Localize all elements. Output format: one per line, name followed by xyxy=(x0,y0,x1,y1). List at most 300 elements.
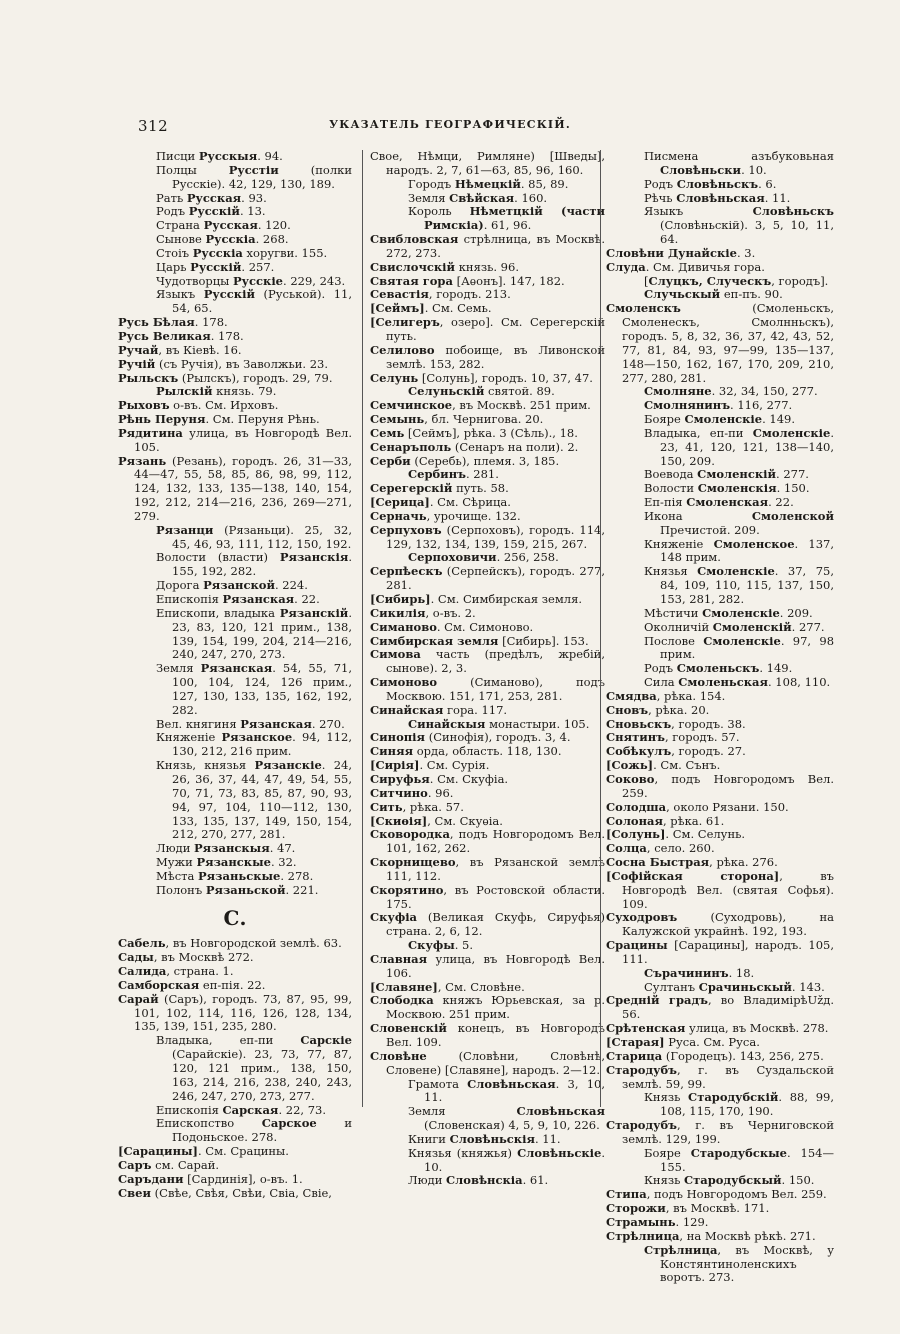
entry-references: о-въ. См. Ирховъ. xyxy=(169,398,279,413)
index-subentry xyxy=(156,247,352,261)
index-entry xyxy=(606,718,834,732)
index-subentry xyxy=(408,468,605,482)
index-subentry xyxy=(156,856,352,870)
index-entry xyxy=(370,994,605,1022)
index-subentry xyxy=(644,150,834,178)
entry-headword: Нѣмецкій xyxy=(454,176,521,191)
entry-references: , городъ. 38. xyxy=(671,716,746,731)
index-subentry xyxy=(408,178,605,192)
index-entry xyxy=(118,993,352,1035)
index-subentry xyxy=(156,1034,352,1103)
index-entry xyxy=(606,856,834,870)
index-entry xyxy=(370,399,605,413)
entry-headword: [Серица] xyxy=(370,495,430,510)
entry-references: [Сибирь]. 153. xyxy=(498,633,589,648)
entry-headword: Сикилія xyxy=(370,605,426,620)
entry-references: . 154—155. xyxy=(660,1145,835,1174)
entry-headword: Снятинъ xyxy=(606,730,665,745)
index-entry xyxy=(370,482,605,496)
index-entry xyxy=(118,330,352,344)
index-subentry xyxy=(644,385,834,399)
index-entry xyxy=(370,787,605,801)
entry-references: , о-въ. 2. xyxy=(425,605,476,620)
entry-prefix: Писци xyxy=(156,149,199,163)
index-subentry xyxy=(644,192,834,206)
entry-headword: Рѣнь Перуня xyxy=(118,412,206,427)
index-subentry xyxy=(156,551,352,579)
entry-headword: Серпѣескъ xyxy=(370,564,443,579)
index-entry xyxy=(370,233,605,261)
index-subentry xyxy=(644,427,834,469)
index-entry xyxy=(118,1173,352,1187)
entry-headword: Самборская xyxy=(118,977,200,992)
entry-headword: Словенскій xyxy=(370,1021,447,1036)
index-subentry xyxy=(156,579,352,593)
entry-references: (Смоленьскъ, Смоленескъ, Смолнньскъ), городъ. 5, 8, 32, 36, 37, 42, 43, 52, 77, 81, 84, 93, 97—99, 135—137, 148—150, 162, 167, 170, 209, 210, 277, 280, 281. xyxy=(622,301,834,385)
entry-references: . См. Срацины. xyxy=(197,1144,289,1159)
entry-headword: Русскіе xyxy=(233,273,284,288)
index-subentry xyxy=(644,538,834,566)
index-entry xyxy=(370,1050,605,1078)
entry-prefix: Чудотворцы xyxy=(156,273,233,288)
entry-headword: Смолнянинъ xyxy=(644,398,731,413)
entry-references: святой. 89. xyxy=(484,384,555,399)
entry-headword: Селилово xyxy=(370,342,435,357)
entry-references: (Свѣе, Свѣя, Свѣи, Свіа, Свіе, xyxy=(151,1185,332,1200)
index-entry xyxy=(370,801,605,815)
entry-references: . 108, 110. xyxy=(768,675,831,690)
entry-headword: Рязанское xyxy=(221,730,293,745)
entry-references: (Сарайскіе). 23, 73, 77, 87, 120, 121 прим., 138, 150, 163, 214, 216, 238, 240, 243, 246, 247, 270, 273, 277. xyxy=(172,1047,352,1103)
entry-headword: Срацины xyxy=(606,938,668,953)
entry-references: , городъ. 57. xyxy=(664,730,740,745)
entry-references: . 120. xyxy=(257,218,291,233)
entry-references: . 22. xyxy=(294,592,320,606)
index-subentry xyxy=(644,1091,834,1119)
entry-references: Свое, Нѣмци, Римляне) [Шведы], народъ. 2, 7, 61—63, 85, 96, 160. xyxy=(370,149,605,177)
entry-references: . 221. xyxy=(285,882,319,897)
entry-references: , г. въ Суздальской землѣ. 59, 99. xyxy=(622,1062,834,1091)
entry-headword: Сабель xyxy=(118,936,166,951)
index-entry xyxy=(606,1036,834,1050)
entry-prefix: Земля xyxy=(156,661,201,676)
entry-headword: Рылскій xyxy=(156,384,213,399)
index-subentry xyxy=(644,399,834,413)
entry-prefix: Полонъ xyxy=(156,882,206,897)
entry-prefix: Владыка, еп-пи xyxy=(644,425,753,440)
entry-headword: Саръдани xyxy=(118,1171,184,1186)
index-subentry xyxy=(156,1104,352,1118)
index-entry xyxy=(118,399,352,413)
index-entry xyxy=(606,1202,834,1216)
entry-headword: Словѣньская xyxy=(467,1076,556,1091)
entry-prefix: Земля xyxy=(408,190,450,205)
index-subentry xyxy=(156,662,352,717)
index-entry xyxy=(118,455,352,524)
index-subentry xyxy=(408,192,605,206)
index-subentry xyxy=(408,1105,605,1133)
entry-headword: Синайскыя xyxy=(408,716,486,731)
entry-headword: Сторожи xyxy=(606,1201,666,1216)
entry-references: . 54, 55, 71, 100, 104, 124, 126 прим., 127, 130, 133, 135, 162, 192, 282. xyxy=(172,661,352,717)
entry-headword: Рязанскіе xyxy=(254,758,322,773)
index-subentry xyxy=(156,870,352,884)
index-subentry xyxy=(408,1147,605,1175)
entry-references: [Сарацины], народъ. 105, 111. xyxy=(622,938,834,966)
index-subentry xyxy=(156,164,352,192)
entry-headword: Рязанская xyxy=(240,716,312,731)
entry-headword: [Скиѳія] xyxy=(370,813,428,828)
entry-headword: Смоленскъ xyxy=(606,301,681,316)
entry-headword: Словѣньская xyxy=(676,190,765,205)
entry-references: , около Рязани. 150. xyxy=(666,799,789,814)
entry-references: (Словѣни, Словѣнѣ, Словене) [Славяне], народъ. 2—12. xyxy=(386,1048,605,1077)
entry-headword: [Старая] xyxy=(606,1035,665,1049)
entry-prefix: Вел. княгиня xyxy=(156,716,241,731)
entry-headword: Ручій xyxy=(118,356,156,371)
index-entry xyxy=(606,704,834,718)
entry-headword: Сарскіе xyxy=(300,1033,352,1048)
entry-references: (Серпейскъ), городъ. 277, 281. xyxy=(386,564,605,593)
index-entry xyxy=(118,1145,352,1159)
entry-headword: Сърачининъ xyxy=(644,965,729,980)
index-subentry xyxy=(644,275,834,289)
entry-prefix: Мѣста xyxy=(156,868,199,883)
entry-headword: Словѣне xyxy=(370,1048,427,1063)
section-letter-heading: С. xyxy=(223,905,247,930)
entry-references: , городъ. 27. xyxy=(671,744,746,759)
entry-references: , въ Москвѣ 272. xyxy=(153,950,254,965)
entry-references: , подъ Новгородомъ Вел. 101, 162, 262. xyxy=(386,827,605,856)
entry-headword: Русскыя xyxy=(198,149,258,163)
index-subentry xyxy=(408,718,605,732)
entry-references: . 129. xyxy=(675,1214,709,1229)
entry-headword: Рязанская xyxy=(222,592,295,606)
index-entry xyxy=(370,496,605,510)
entry-headword: Селунь xyxy=(370,370,419,385)
entry-headword: Смоленьскъ xyxy=(676,661,760,676)
index-subentry xyxy=(156,219,352,233)
entry-references: [Аѳонъ]. 147, 182. xyxy=(452,273,565,288)
entry-headword: Словѣньски xyxy=(660,162,742,177)
entry-headword: Синяя xyxy=(370,744,414,759)
entry-headword: Серначь xyxy=(370,508,427,523)
entry-prefix: Городъ xyxy=(408,176,455,191)
entry-references: (Суходровь), на Калужской украйнѣ. 192, 193. xyxy=(622,910,834,939)
entry-references: . 94. xyxy=(257,149,283,163)
entry-headword: Срачиньскый xyxy=(698,979,792,994)
index-subentry xyxy=(408,205,605,233)
entry-prefix: Родъ xyxy=(644,661,677,676)
index-subentry xyxy=(644,1174,834,1188)
entry-headword: Смоленскіе xyxy=(702,605,780,620)
entry-headword: Русь Великая xyxy=(118,328,211,343)
entry-references: . 47. xyxy=(269,841,296,856)
entry-prefix: Епископія xyxy=(156,592,223,606)
entry-references: (Серебь), племя. 3, 185. xyxy=(410,453,560,468)
index-subentry xyxy=(156,607,352,662)
entry-headword: Рязаньской xyxy=(205,882,286,897)
entry-headword: Русстіи xyxy=(228,162,279,177)
index-entry xyxy=(370,884,605,912)
entry-references: . 18. xyxy=(728,965,755,980)
entry-references: . См. Перуня Рѣнь. xyxy=(205,412,320,427)
entry-references: . 22, 73. xyxy=(278,1102,326,1117)
entry-references: . 6. xyxy=(758,176,777,191)
entry-headword: Слуцкъ, Случескъ xyxy=(648,273,772,288)
entry-references: . 61, 96. xyxy=(483,218,532,233)
entry-prefix: Писмена азъбуковьная xyxy=(644,149,834,163)
index-entry xyxy=(118,951,352,965)
entry-headword: Русскій xyxy=(203,287,255,302)
index-entry xyxy=(370,150,605,178)
entry-headword: Симаново xyxy=(370,619,437,634)
entry-headword: Севастія xyxy=(370,287,429,302)
entry-headword: [Славяне] xyxy=(370,979,438,994)
entry-headword: Рязанская xyxy=(200,661,273,676)
index-entry xyxy=(606,1022,834,1036)
entry-headword: Страмынь xyxy=(606,1214,676,1229)
entry-headword: Рыховъ xyxy=(118,398,170,413)
entry-headword: Рядитина xyxy=(118,425,183,440)
entry-headword: Суходровъ xyxy=(606,910,678,925)
entry-prefix: Волости xyxy=(644,481,698,496)
index-entry xyxy=(370,773,605,787)
entry-references: , страна. 1. xyxy=(166,964,234,979)
entry-references: улица, въ Москвѣ. 278. xyxy=(685,1021,829,1036)
entry-headword: Рязанской xyxy=(203,578,275,593)
entry-references: , См. Скуѳіа. xyxy=(427,813,503,828)
entry-references: и Подоньское. 278. xyxy=(172,1116,352,1145)
entry-references: [Сардинія], о-въ. 1. xyxy=(183,1171,303,1186)
entry-references: , на Москвѣ рѣкѣ. 271. xyxy=(679,1228,816,1243)
entry-headword: Стрѣлница xyxy=(606,1228,680,1243)
entry-references: , въ Ростовской области. 175. xyxy=(386,882,605,911)
entry-headword: Свеи xyxy=(118,1185,151,1200)
entry-headword: Смоленьская xyxy=(678,675,768,690)
entry-headword: Рязанскій xyxy=(279,605,349,620)
entry-references: . 178. xyxy=(194,315,228,330)
entry-headword: Рязанскые xyxy=(196,855,271,870)
entry-prefix: Воевода xyxy=(644,467,698,482)
entry-prefix: Бояре xyxy=(644,412,685,427)
entry-prefix: Султанъ xyxy=(644,979,699,994)
entry-references: княжъ Юрьевская, за р. Москвою. 251 прим. xyxy=(386,993,605,1022)
index-subentry xyxy=(156,731,352,759)
entry-headword: Ситчино xyxy=(370,785,428,800)
index-subentry xyxy=(644,178,834,192)
entry-references: . 24, 26, 36, 37, 44, 47, 49, 54, 55, 70, 71, 73, 83, 85, 87, 90, 93, 94, 97, 104, 110—112, 130, 133, 135, 137, 149, 150, 154, 212, 270, 277, 281. xyxy=(172,758,352,842)
index-entry xyxy=(370,565,605,593)
entry-headword: Скорнищево xyxy=(370,855,456,870)
index-entry xyxy=(118,1159,352,1173)
entry-prefix: Послове xyxy=(644,633,704,648)
entry-references: (Синофія), городъ. 3, 4. xyxy=(425,730,571,745)
entry-headword: Сковородка xyxy=(370,827,450,842)
entry-references: . 3. xyxy=(736,245,756,260)
entry-headword: Семынь xyxy=(370,412,425,427)
index-entry xyxy=(606,939,834,967)
entry-headword: Нѣметцкій (части Римскіа) xyxy=(424,204,605,233)
index-entry xyxy=(606,828,834,842)
index-subentry xyxy=(156,1117,352,1145)
entry-headword: Русская xyxy=(186,190,242,205)
index-entry xyxy=(370,316,605,344)
index-entry xyxy=(606,801,834,815)
index-subentry xyxy=(408,1133,605,1147)
index-entry xyxy=(370,621,605,635)
index-entry xyxy=(118,316,352,330)
index-entry xyxy=(606,911,834,939)
index-entry xyxy=(118,344,352,358)
index-subentry xyxy=(408,939,605,953)
index-entry xyxy=(118,427,352,455)
entry-references: . 61. xyxy=(522,1173,549,1188)
index-subentry xyxy=(644,510,834,538)
entry-references: еп-пія. 22. xyxy=(199,977,266,992)
index-subentry xyxy=(644,621,834,635)
index-entry xyxy=(370,648,605,676)
entry-references: (Саръ), городъ. 73, 87, 95, 99, 101, 102, 114, 116, 126, 128, 134, 135, 139, 151, 235, 280. xyxy=(134,991,352,1034)
entry-references: , городъ]. xyxy=(771,273,829,288)
entry-headword: Русскій xyxy=(190,259,242,274)
entry-references: (Рылскъ), городъ. 29, 79. xyxy=(178,370,333,385)
entry-prefix: Языкъ xyxy=(156,287,204,302)
entry-references: , въ Новгородѣ Вел. (святая Софья). 109. xyxy=(622,868,834,911)
entry-prefix: Князья (княжья) xyxy=(408,1145,518,1160)
index-column-1 xyxy=(118,150,352,1200)
entry-prefix: Князь xyxy=(644,1090,689,1105)
entry-headword: Салида xyxy=(118,964,167,979)
entry-prefix: Сынове xyxy=(156,232,206,247)
entry-references: , г. въ Черниговской землѣ. 129, 199. xyxy=(622,1118,834,1146)
entry-headword: Рязанци xyxy=(156,522,214,537)
entry-headword: Стипа xyxy=(606,1187,647,1202)
entry-references: , рѣка. 276. xyxy=(709,855,778,870)
entry-headword: Стародубскые xyxy=(690,1145,787,1160)
entry-references: . См. Семь. xyxy=(424,301,492,316)
entry-prefix: Языкъ xyxy=(644,204,753,219)
index-entry xyxy=(370,911,605,939)
index-entry xyxy=(370,441,605,455)
index-entry xyxy=(370,607,605,621)
entry-prefix: Околничій xyxy=(644,619,713,634)
index-entry xyxy=(370,524,605,552)
entry-headword: Сарай xyxy=(118,991,159,1006)
index-subentry xyxy=(644,635,834,663)
index-subentry xyxy=(408,385,605,399)
entry-references: . 209. xyxy=(779,605,813,620)
entry-headword: Словѣни Дунайскіе xyxy=(606,245,737,260)
entry-headword: Скуфы xyxy=(408,938,455,953)
entry-references: князь. 79. xyxy=(212,384,277,399)
entry-headword: Серби xyxy=(370,453,411,468)
entry-references: . 13. xyxy=(239,204,266,219)
entry-headword: Рязанскыя xyxy=(194,841,270,856)
entry-prefix: Книги xyxy=(408,1131,450,1146)
index-entry xyxy=(118,965,352,979)
entry-headword: Святая гора xyxy=(370,273,453,288)
index-column-3 xyxy=(606,150,834,1285)
index-subentry xyxy=(156,385,352,399)
entry-headword: Солца xyxy=(606,841,647,856)
entry-prefix: Владыка, еп-пи xyxy=(156,1033,301,1048)
index-entry xyxy=(370,510,605,524)
entry-references: , рѣка. 57. xyxy=(402,799,464,814)
entry-references: . 277. xyxy=(791,619,825,634)
entry-references: , рѣка. 154. xyxy=(656,688,726,703)
entry-references: . 11. xyxy=(764,190,791,205)
entry-references: (Рязаньци). 25, 32, 45, 46, 93, 111, 112, 150, 192. xyxy=(172,522,352,551)
entry-references: , въ Кіевѣ. 16. xyxy=(158,342,242,357)
entry-headword: [Солунь] xyxy=(606,827,666,842)
entry-headword: Смоленское xyxy=(713,536,795,551)
entry-headword: Рязань xyxy=(118,453,167,468)
entry-headword: Слуда xyxy=(606,259,646,274)
entry-headword: [Селигеръ xyxy=(370,315,440,330)
entry-references: хоругви. 155. xyxy=(242,245,328,260)
index-subentry xyxy=(156,288,352,316)
entry-prefix: Полцы xyxy=(156,162,229,177)
index-entry xyxy=(606,773,834,801)
index-subentry xyxy=(644,468,834,482)
entry-references: . 23, 83, 120, 121 прим., 138, 139, 154, 199, 204, 214—216, 240, 247, 270, 273. xyxy=(172,605,352,662)
entry-references: . 150. xyxy=(776,481,810,496)
entry-prefix: Родъ xyxy=(156,204,189,219)
entry-headword: Симбирская земля xyxy=(370,633,499,648)
entry-references: монастыри. 105. xyxy=(485,716,590,731)
entry-prefix: Дорога xyxy=(156,578,204,593)
entry-references: (Городецъ). 143, 256, 275. xyxy=(662,1048,824,1063)
entry-headword: [Сожь] xyxy=(606,758,654,773)
index-entry xyxy=(370,455,605,469)
entry-references: . 94, 112, 130, 212, 216 прим. xyxy=(172,730,352,759)
entry-headword: Рязанскія xyxy=(279,550,349,565)
entry-prefix: Епископство xyxy=(156,1116,262,1131)
entry-prefix: Мужи xyxy=(156,855,197,870)
index-subentry xyxy=(644,205,834,247)
index-entry xyxy=(370,593,605,607)
entry-prefix: Бояре xyxy=(644,1145,691,1160)
entry-references: . 85, 89. xyxy=(520,176,569,191)
entry-headword: [Сибирь] xyxy=(370,592,431,606)
entry-references: , въ Москвѣ. 171. xyxy=(665,1201,770,1216)
entry-references: (Словѣньскій). 3, 5, 10, 11, 64. xyxy=(660,218,834,247)
index-entry xyxy=(118,1187,352,1201)
entry-headword: Соково xyxy=(606,771,655,786)
index-entry xyxy=(606,690,834,704)
entry-headword: Скорятино xyxy=(370,882,444,897)
entry-headword: Смоленскія xyxy=(697,481,777,496)
entry-headword: Случьскый xyxy=(644,287,721,302)
entry-prefix: Царь xyxy=(156,259,191,274)
entry-references: , рѣка. 20. xyxy=(648,702,710,717)
index-entry xyxy=(370,1022,605,1050)
entry-prefix: Князь xyxy=(644,1173,685,1188)
index-entry xyxy=(606,870,834,912)
entry-references: . См. Сѣрица. xyxy=(429,495,511,510)
entry-references: . 88, 99, 108, 115, 170, 190. xyxy=(660,1090,834,1119)
entry-headword: Словѣньскъ xyxy=(752,204,834,219)
index-entry xyxy=(370,275,605,289)
entry-references: [Солунь], городъ. 10, 37, 47. xyxy=(418,370,593,385)
entry-headword: Смоленскій xyxy=(712,619,792,634)
index-subentry xyxy=(156,150,352,164)
index-column-2 xyxy=(370,150,605,1188)
entry-headword: Словѣньская xyxy=(516,1104,605,1119)
index-entry xyxy=(606,1230,834,1244)
entry-references: . 178. xyxy=(210,328,244,343)
